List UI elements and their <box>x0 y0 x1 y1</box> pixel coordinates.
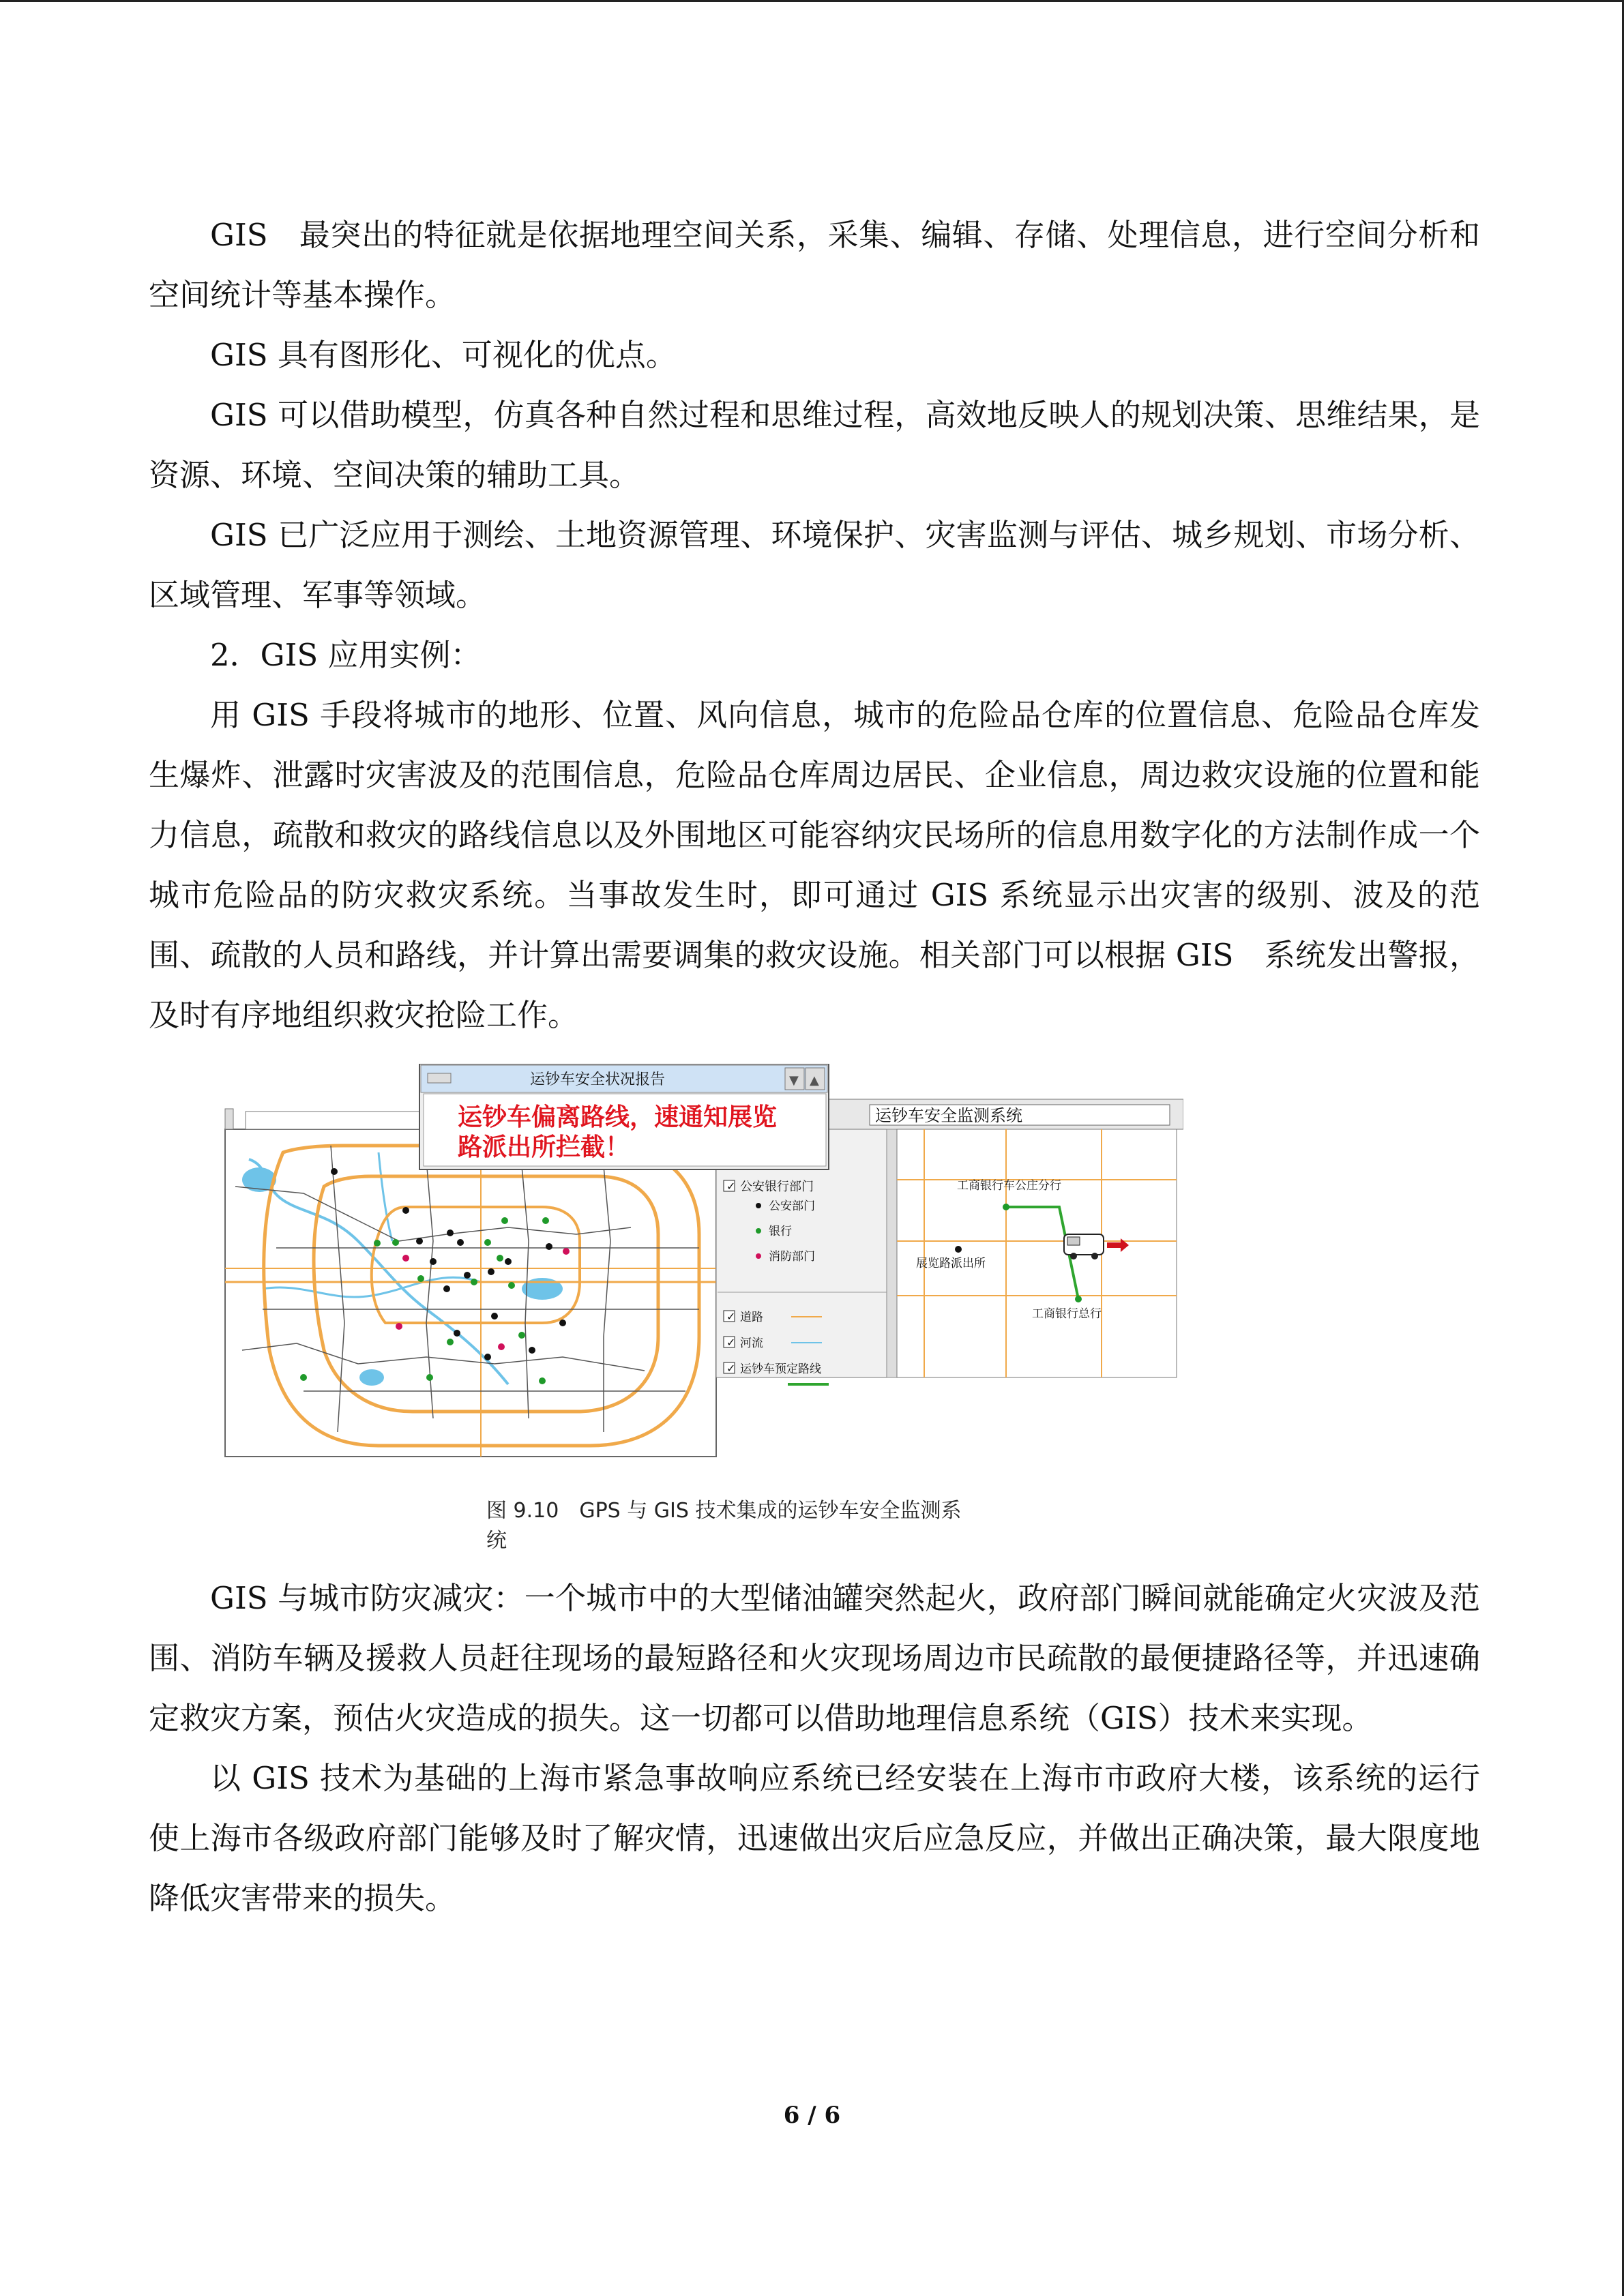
section-heading: 2．GIS 应用实例： <box>210 637 482 673</box>
police-station-marker <box>955 1246 962 1253</box>
paragraph: GIS 与城市防灾减灾：一个城市中的大型储油罐突然起火，政府部门瞬间就能确定火灾波及范围、消防车辆及援救人员赶往现场的最短路径和火灾现场周边市民疏散的最便捷路径等，并迅速确定救灾方案，预估火灾造成的损失。这一切都可以借助地理信息系统（GIS）技术来实现。 <box>149 1580 1480 1736</box>
layer-river-label: 河流 <box>740 1337 763 1350</box>
paragraph: GIS 具有图形化、可视化的优点。 <box>210 337 677 373</box>
bank-hq-marker <box>1075 1296 1082 1302</box>
figure-caption: 图 9.10 GPS 与 GIS 技术集成的运钞车安全监测系统 <box>486 1499 962 1553</box>
legend-scrollbar[interactable] <box>887 1129 897 1377</box>
paragraph: GIS 可以借助模型，仿真各种自然过程和思维过程，高效地反映人的规划决策、思维结果，是资源、环境、空间决策的辅助工具。 <box>149 397 1480 493</box>
report-message-line2: 路派出所拦截！ <box>458 1133 630 1161</box>
legend-bank-marker <box>756 1228 761 1234</box>
bank-branch-label: 工商银行车公庄分行 <box>957 1179 1061 1193</box>
legend-police-label: 公安部门 <box>769 1199 815 1213</box>
report-window-title: 运钞车安全状况报告 <box>530 1071 666 1088</box>
legend-fire-label: 消防部门 <box>769 1250 815 1264</box>
map-scroll-handle[interactable] <box>225 1109 233 1129</box>
check-mark-icon: ✓ <box>726 1310 736 1323</box>
paragraph: GIS 最突出的特征就是依据地理空间关系，采集、编辑、存储、处理信息，进行空间分析和空间统计等基本操作。 <box>149 217 1480 313</box>
legend-bank-label: 银行 <box>769 1225 792 1238</box>
detail-map-panel <box>897 1129 1177 1377</box>
city-map-panel <box>225 1129 716 1457</box>
gis-monitoring-figure <box>222 1064 1183 1553</box>
report-message-line1: 运钞车偏离路线，速通知展览 <box>458 1103 778 1131</box>
police-station-label: 展览路派出所 <box>916 1257 986 1270</box>
layer-road-label: 道路 <box>740 1311 763 1324</box>
legend-police-marker <box>756 1203 761 1208</box>
check-mark-icon: ✓ <box>726 1336 736 1349</box>
page-number: 6 / 6 <box>783 2102 841 2129</box>
check-mark-icon: ✓ <box>726 1180 736 1193</box>
paragraph: 以 GIS 技术为基础的上海市紧急事故响应系统已经安装在上海市市政府大楼，该系统的运行使上海市各级政府部门能够及时了解灾情，迅速做出灾后应急反应，并做出正确决策，最大限度地降低灾害带来的损失。 <box>149 1760 1480 1916</box>
legend-fire-marker <box>756 1253 761 1259</box>
main-window-title: 运钞车安全监测系统 <box>875 1106 1022 1125</box>
chevron-up-icon: ▲ <box>810 1073 819 1088</box>
bank-hq-label: 工商银行总行 <box>1032 1307 1102 1321</box>
paragraph: GIS 已广泛应用于测绘、土地资源管理、环境保护、灾害监测与评估、城乡规划、市场分析、区域管理、军事等领域。 <box>149 517 1480 613</box>
paragraph: 用 GIS 手段将城市的地形、位置、风向信息，城市的危险品仓库的位置信息、危险品仓库发生爆炸、泄露时灾害波及的范围信息，危险品仓库周边居民、企业信息，周边救灾设施的位置和能力信息，疏散和救灾的路线信息以及外围地区可能容纳灾民场所的信息用数字化的方法制作成一个城市危险品的防灾救灾系统。当事故发生时，即可通过 GIS 系统显示出灾害的级别、波及的范围、疏散的人员和路线，并计算出需要调集的救灾设施。相关部门可以根据 GIS 系统发出警报，及时有序地组织救灾抢险工作。 <box>149 697 1480 1033</box>
body-text-top <box>149 205 1480 1045</box>
body-text-bottom <box>149 1568 1480 1928</box>
bank-branch-marker <box>1003 1204 1009 1210</box>
layer-route-label: 运钞车预定路线 <box>740 1362 821 1376</box>
map-search-field[interactable] <box>246 1112 440 1129</box>
chevron-down-icon: ▼ <box>789 1073 799 1088</box>
figure-illustration <box>222 1064 1183 1487</box>
page-top-border <box>0 0 1624 2</box>
legend-group-label: 公安银行部门 <box>740 1180 814 1194</box>
window-menu-icon[interactable] <box>428 1073 451 1083</box>
check-mark-icon: ✓ <box>726 1362 736 1375</box>
